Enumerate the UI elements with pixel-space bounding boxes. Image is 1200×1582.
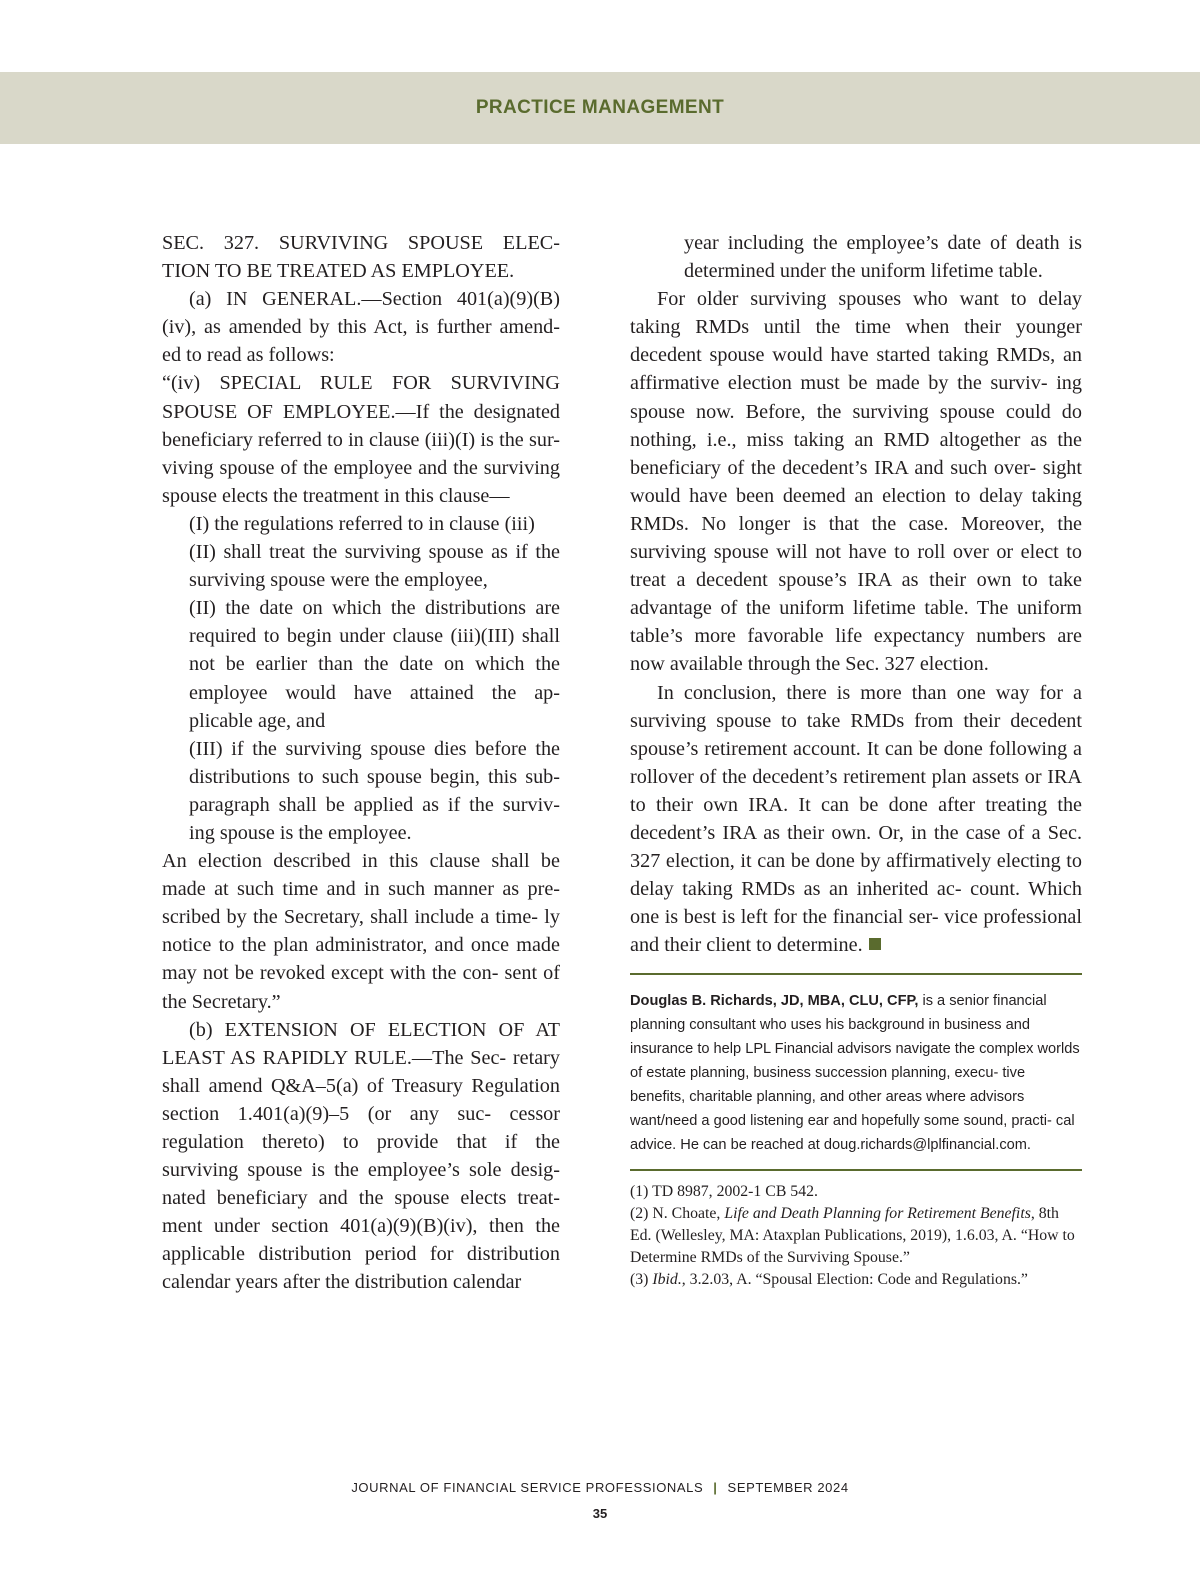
paragraph-election: An election described in this clause shall be made at such time and in such manner as pre- scribed by the Secretary, shall include a time- ly notice to the plan administrator, and once made may not be revoked except with the con- sent of the Secretary.” — [162, 850, 560, 1013]
list-item: (I) the regulations referred to in clause (iii) — [189, 512, 535, 535]
end-mark-icon — [869, 938, 881, 950]
divider — [630, 973, 1082, 975]
author-name: Douglas B. Richards, JD, MBA, CLU, CFP, — [630, 993, 919, 1010]
right-column — [630, 229, 1082, 1291]
left-column — [162, 229, 560, 1297]
list-item: (II) the date on which the distributions are required to begin under clause (iii)(III) shall not be earlier than the date on which the employee would have attained the ap- plicable age, and — [189, 597, 560, 732]
section-heading: SEC. 327. SURVIVING SPOUSE ELEC- — [162, 232, 560, 254]
endnote-1: (1) TD 8987, 2002-1 CB 542. — [630, 1183, 818, 1201]
journal-name: JOURNAL OF FINANCIAL SERVICE PROFESSIONALS — [351, 1480, 704, 1495]
section-heading-line2: TION TO BE TREATED AS EMPLOYEE. — [162, 260, 515, 283]
paragraph-conclusion: In conclusion, there is more than one way for a surviving spouse to take RMDs from their decedent spouse’s retirement account. It can be done following a rollover of the decedent’s retirement plan assets or IRA to their own IRA. It can be done after treating the decedent’s IRA as their own. Or, in the case of a Sec. 327 election, it can be done by affirmatively electing to delay taking RMDs as an inherited ac- count. Which one is best is left for the financial ser- vice professional and their client to determine. — [630, 681, 1082, 957]
section-label: PRACTICE MANAGEMENT — [475, 97, 725, 118]
footer-separator: | — [713, 1480, 718, 1495]
paragraph-iv: “(iv) SPECIAL RULE FOR SURVIVING SPOUSE OF EMPLOYEE.—If the designated beneficiary referred to in clause (iii)(I) is the sur- viving spouse of the employee and the surviving spouse elects the treatment in this clause— — [162, 372, 560, 507]
endnote-3: (3) Ibid., 3.2.03, A. “Spousal Election: Code and Regulations.” — [630, 1271, 1028, 1289]
paragraph-a: (a) IN GENERAL.—Section 401(a)(9)(B) (iv), as amended by this Act, is further amend- ed to read as follows: — [162, 288, 560, 367]
footer — [0, 1480, 1200, 1495]
endnote-2: (2) N. Choate, Life and Death Planning for Retirement Benefits, 8th Ed. (Wellesley, MA: Ataxplan Publications, 2019), 1.6.03, A. “How to Determine RMDs of the Surviving Spouse.” — [630, 1205, 1075, 1267]
continuation-text: year including the employee’s date of death is determined under the uniform lifetime table. — [684, 232, 1082, 283]
paragraph-older-spouses: For older surviving spouses who want to delay taking RMDs until the time when their younger decedent spouse would have started taking RMDs, an affirmative election must be made by the surviv- ing spouse now. Before, the surviving spouse could do nothing, i.e., miss taking an RMD altogether as the beneficiary of the decedent’s IRA and such over- sight would have been deemed an election to delay taking RMDs. No longer is that the case. Moreover, the surviving spouse will not have to roll over or elect to treat a decedent spouse’s IRA as their own to take advantage of the uniform lifetime table. The uniform table’s more favorable life expectancy numbers are now available through the Sec. 327 election. — [630, 288, 1082, 676]
page-number: 35 — [592, 1506, 608, 1521]
divider — [630, 1169, 1082, 1171]
header-band — [0, 72, 1200, 144]
paragraph-b: (b) EXTENSION OF ELECTION OF AT LEAST AS RAPIDLY RULE.—The Sec- retary shall amend Q&A–5(a) of Treasury Regulation section 1.401(a)(9)–5 (or any suc- cessor regulation thereto) to provide that if the surviving spouse is the employee’s sole desig- nated beneficiary and the spouse elects treat- ment under section 401(a)(9)(B)(iv), then the applicable distribution period for distribution calendar years after the distribution calendar — [162, 1018, 560, 1294]
endnotes — [630, 1181, 1082, 1291]
list-item: (II) shall treat the surviving spouse as if the surviving spouse were the employee, — [189, 541, 560, 592]
list-item: (III) if the surviving spouse dies before the distributions to such spouse begin, this sub- paragraph shall be applied as if the surviv- ing spouse is the employee. — [189, 737, 560, 844]
issue-date: SEPTEMBER 2024 — [727, 1480, 849, 1495]
author-bio: Douglas B. Richards, JD, MBA, CLU, CFP, is a senior financial planning consultant who uses his background in business and insurance to help LPL Financial advisors navigate the complex worlds of estate planning, business succession planning, execu- tive benefits, charitable planning, and other areas where advisors want/need a good listening ear and hopefully some sound, practi- cal advice. He can be reached at doug.richards@lplfinancial.com. — [630, 993, 1080, 1154]
